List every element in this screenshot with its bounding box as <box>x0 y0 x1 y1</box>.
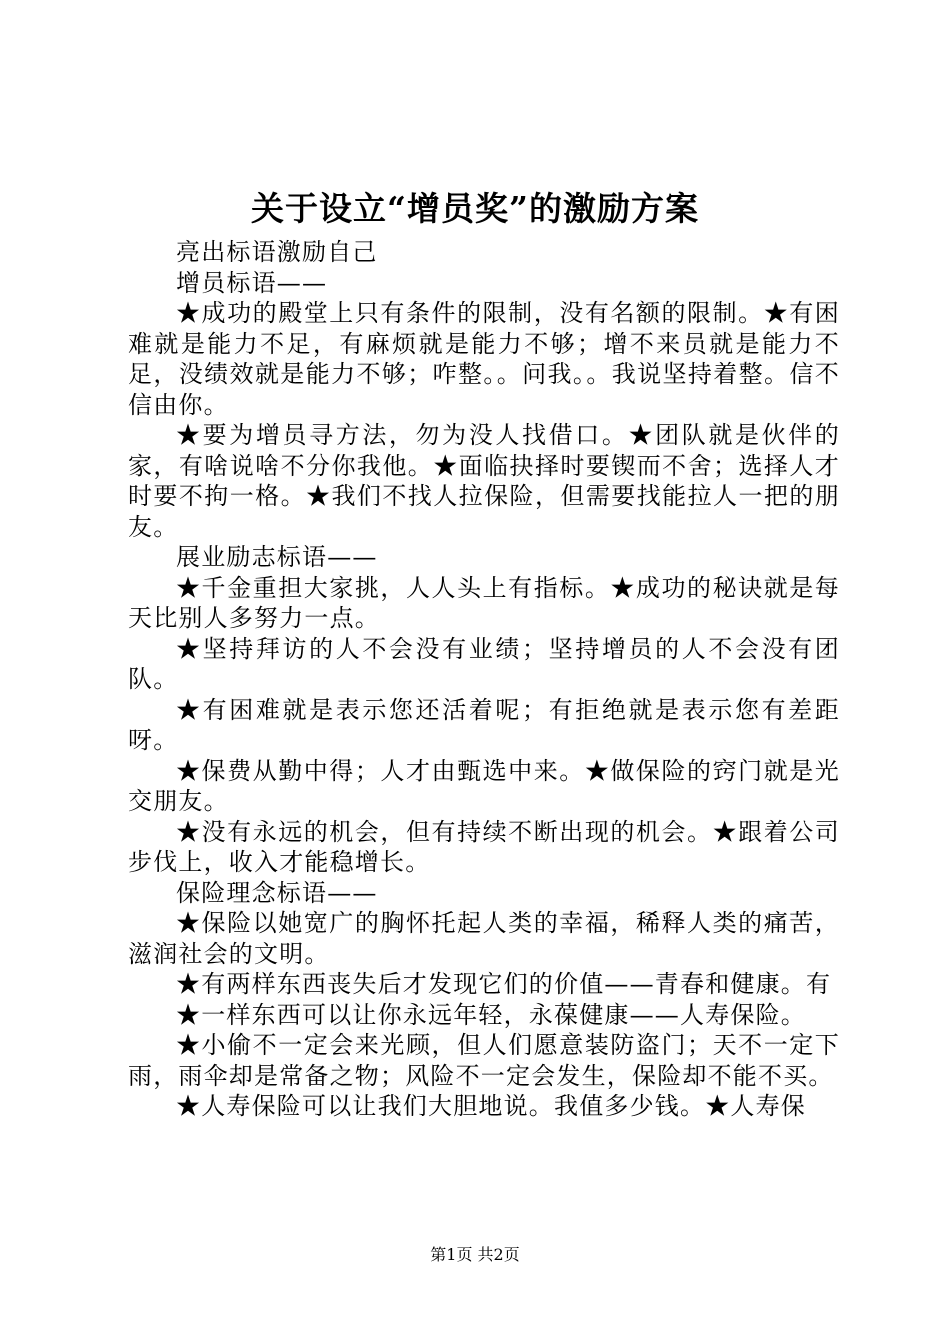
paragraph: ★要为增员寻方法，勿为没人找借口。★团队就是伙伴的家，有啥说啥不分你我他。★面临抉择时要锲而不舍；选择人才时要不拘一格。★我们不找人拉保险，但需要找能拉人一把的朋友。 <box>128 421 840 541</box>
page-title: 关于设立“增员奖”的激励方案 <box>251 189 699 228</box>
paragraph: ★成功的殿堂上只有条件的限制，没有名额的限制。★有困难就是能力不足，有麻烦就是能力不够；增不来员就是能力不足，没绩效就是能力不够；咋整。。问我。。我说坚持着整。信不信由你。 <box>128 299 840 419</box>
paragraph: ★小偷不一定会来光顾，但人们愿意装防盗门；天不一定下雨，雨伞却是常备之物；风险不一定会发生，保险却不能不买。 <box>128 1031 840 1090</box>
section-heading: 增员标语—— <box>176 268 328 297</box>
paragraph: ★有两样东西丧失后才发现它们的价值——青春和健康。有 <box>176 970 832 998</box>
paragraph: ★保费从勤中得；人才由甄选中来。★做保险的窍门就是光交朋友。 <box>128 756 840 815</box>
paragraph: ★坚持拜访的人不会没有业绩；坚持增员的人不会没有团队。 <box>128 634 840 693</box>
paragraph: ★有困难就是表示您还活着呢；有拒绝就是表示您有差距呀。 <box>128 695 840 754</box>
paragraph: ★没有永远的机会，但有持续不断出现的机会。★跟着公司步伐上，收入才能稳增长。 <box>128 817 840 876</box>
paragraph: ★人寿保险可以让我们大胆地说。我值多少钱。★人寿保 <box>176 1092 806 1120</box>
page-footer: 第1页 共2页 <box>430 1245 520 1264</box>
document-body <box>128 237 840 1122</box>
paragraph: ★千金重担大家挑，人人头上有指标。★成功的秘诀就是每天比别人多努力一点。 <box>128 573 840 632</box>
paragraph: ★一样东西可以让你永远年轻，永葆健康——人寿保险。 <box>176 1000 806 1029</box>
paragraph: ★保险以她宽广的胸怀托起人类的幸福，稀释人类的痛苦，滋润社会的文明。 <box>128 909 840 968</box>
paragraph: 亮出标语激励自己 <box>176 238 378 266</box>
section-heading: 展业励志标语—— <box>176 543 378 571</box>
section-heading: 保险理念标语—— <box>176 878 378 907</box>
